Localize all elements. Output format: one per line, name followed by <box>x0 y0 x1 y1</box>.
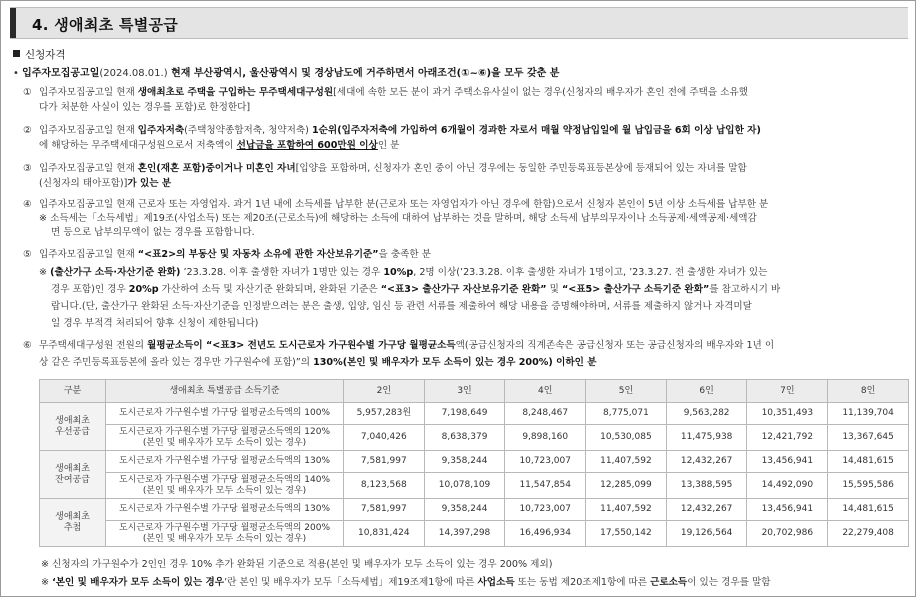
category-cell: 생애최초 잔여공급 <box>40 451 106 499</box>
table-header-row <box>40 380 909 403</box>
value-cell: 11,547,854 <box>505 473 586 499</box>
subsection-heading <box>13 47 66 62</box>
condition-5-note-4: 일 경우 부적격 처리되어 향후 신청이 제한됩니다) <box>51 318 259 329</box>
value-cell: 16,496,934 <box>505 521 586 547</box>
condition-1-line-2: 다가 처분한 사실이 있는 경우를 포함)로 한정한다] <box>39 102 251 113</box>
header-cell: 생애최초 특별공급 소득기준 <box>106 380 344 403</box>
condition-6-line-2: 상 같은 주민등록표등본에 올라 있는 경우만 가구원수에 포함)”의 130%(본인 및 배우자가 모두 소득이 있는 경우 200%) 이하인 분 <box>39 357 597 368</box>
value-cell: 10,351,493 <box>747 403 828 425</box>
value-cell: 10,078,109 <box>424 473 505 499</box>
value-cell: 14,481,615 <box>828 499 909 521</box>
value-cell: 13,456,941 <box>747 451 828 473</box>
value-cell: 9,358,244 <box>424 451 505 473</box>
footnote-1: ※ 신청자의 가구원수가 2인인 경우 10% 추가 완화된 기준으로 적용(본인 및 배우자가 모두 소득이 있는 경우 200% 제외) <box>41 559 553 570</box>
condition-number: ② <box>23 125 32 136</box>
header-cell: 3인 <box>424 380 505 403</box>
condition-5-line-1: 입주자모집공고일 현재 “<표2>의 부동산 및 자동차 소유에 관한 자산보유기준”을 충족한 분 <box>39 249 431 260</box>
condition-number: ⑥ <box>23 340 32 351</box>
value-cell: 14,481,615 <box>828 451 909 473</box>
value-cell: 20,702,986 <box>747 521 828 547</box>
value-cell: 11,139,704 <box>828 403 909 425</box>
value-cell: 7,581,997 <box>343 451 424 473</box>
header-cell: 5인 <box>586 380 667 403</box>
standard-cell: 도시근로자 가구원수별 가구당 월평균소득액의 130% <box>106 499 344 521</box>
condition-4-note-2: 면 등으로 납부의무액이 없는 경우를 포함합니다. <box>51 227 255 238</box>
condition-4-note-1: ※ 소득세는「소득세법」제19조(사업소득) 또는 제20조(근로소득)에 해당하는 소득에 대하여 납부하는 것을 말하며, 해당 소득세 납부의무자이나 소득공제·세액공제·세액감 <box>39 213 757 224</box>
value-cell: 12,285,099 <box>586 473 667 499</box>
value-cell: 11,475,938 <box>666 425 747 451</box>
standard-cell: 도시근로자 가구원수별 가구당 월평균소득액의 130% <box>106 451 344 473</box>
value-cell: 19,126,564 <box>666 521 747 547</box>
header-cell: 구분 <box>40 380 106 403</box>
table-row <box>40 451 909 473</box>
value-cell: 7,040,426 <box>343 425 424 451</box>
category-cell: 생애최초 우선공급 <box>40 403 106 451</box>
value-cell: 22,279,408 <box>828 521 909 547</box>
value-cell: 14,397,298 <box>424 521 505 547</box>
condition-4-line-1: 입주자모집공고일 현재 근로자 또는 자영업자. 과거 1년 내에 소득세를 납부한 분(근로자 또는 자영업자가 아닌 경우에 한함)으로서 신청자 본인이 5년 이상 소득세를 납부한 분 <box>39 199 769 210</box>
value-cell: 12,432,267 <box>666 451 747 473</box>
header-cell: 2인 <box>343 380 424 403</box>
value-cell: 7,581,997 <box>343 499 424 521</box>
header-cell: 6인 <box>666 380 747 403</box>
condition-3-line-2: (신청자의 태아포함)]가 있는 분 <box>39 178 172 189</box>
condition-3-line-1: 입주자모집공고일 현재 혼인(재혼 포함)중이거나 미혼인 자녀[입양을 포함하며, 신청자가 혼인 중이 아닌 경우에는 동일한 주민등록표등본상에 등재되어 있는 자녀를 말함 <box>39 163 747 174</box>
value-cell: 8,775,071 <box>586 403 667 425</box>
table-row <box>40 425 909 451</box>
value-cell: 13,388,595 <box>666 473 747 499</box>
standard-cell: 도시근로자 가구원수별 가구당 월평균소득액의 140% (본인 및 배우자가 모두 소득이 있는 경우) <box>106 473 344 499</box>
value-cell: 14,492,090 <box>747 473 828 499</box>
condition-2-line-1: 입주자모집공고일 현재 입주자저축(주택청약종합저축, 청약저축) 1순위(입주자저축에 가입하여 6개월이 경과한 자로서 매월 약정납입일에 월 납입금을 6회 이상 납입한 자) <box>39 125 761 136</box>
value-cell: 10,831,424 <box>343 521 424 547</box>
value-cell: 7,198,649 <box>424 403 505 425</box>
table-row <box>40 473 909 499</box>
value-cell: 13,456,941 <box>747 499 828 521</box>
value-cell: 9,358,244 <box>424 499 505 521</box>
table-row <box>40 499 909 521</box>
value-cell: 12,432,267 <box>666 499 747 521</box>
standard-cell: 도시근로자 가구원수별 가구당 월평균소득액의 100% <box>106 403 344 425</box>
condition-5-note-3: 랍니다.(단, 출산가구 완화된 소득·자산기준을 인정받으려는 분은 출생, 입양, 임신 등 관련 서류를 제출하여 해당 내용을 증명해야하며, 서류를 제출하지 않거나 자격미달 <box>51 301 752 312</box>
lead-line: • 입주자모집공고일(2024.08.01.) 현재 부산광역시, 울산광역시 및 경상남도에 거주하면서 아래조건(①~⑥)을 모두 갖춘 분 <box>13 68 560 79</box>
condition-5-note-1: ※ (출산가구 소득·자산기준 완화) ’23.3.28. 이후 출생한 자녀가 1명만 있는 경우 10%p, 2명 이상(’23.3.28. 이후 출생한 자녀가 1명이고, ’23.3.27. 전 출생한 자녀가 있는 <box>39 267 768 278</box>
value-cell: 8,248,467 <box>505 403 586 425</box>
value-cell: 5,957,283원 <box>343 403 424 425</box>
value-cell: 11,407,592 <box>586 499 667 521</box>
value-cell: 11,407,592 <box>586 451 667 473</box>
subsection-label: 신청자격 <box>25 49 66 61</box>
condition-6-line-1: 무주택세대구성원 전원의 월평균소득이 “<표3> 전년도 도시근로자 가구원수별 가구당 월평균소득액(공급신청자의 직계존속은 공급신청자 또는 공급신청자의 배우자와 1년 이 <box>39 340 775 351</box>
header-cell: 4인 <box>505 380 586 403</box>
value-cell: 17,550,142 <box>586 521 667 547</box>
footnote-2: ※ ‘본인 및 배우자가 모두 소득이 있는 경우’란 본인 및 배우자가 모두「소득세법」제19조제1항에 따른 사업소득 또는 동법 제20조제1항에 따른 근로소득이 있는 경우를 말함 <box>41 577 771 588</box>
condition-2-line-2: 에 해당하는 무주택세대구성원으로서 저축액이 선납금을 포함하여 600만원 이상인 분 <box>39 140 400 151</box>
square-bullet-icon <box>13 50 20 57</box>
condition-number: ① <box>23 87 32 98</box>
value-cell: 10,723,007 <box>505 451 586 473</box>
header-cell: 7인 <box>747 380 828 403</box>
header-cell: 8인 <box>828 380 909 403</box>
value-cell: 8,638,379 <box>424 425 505 451</box>
value-cell: 9,898,160 <box>505 425 586 451</box>
value-cell: 10,530,085 <box>586 425 667 451</box>
condition-5-note-2: 경우 포함)인 경우 20%p 가산하여 소득 및 자산기준 완화되며, 완화된 기준은 “<표3> 출산가구 자산보유기준 완화” 및 “<표5> 출산가구 소득기준 완화”를 참고하시기 바 <box>51 284 781 295</box>
table-row <box>40 521 909 547</box>
value-cell: 13,367,645 <box>828 425 909 451</box>
standard-cell: 도시근로자 가구원수별 가구당 월평균소득액의 120% (본인 및 배우자가 모두 소득이 있는 경우) <box>106 425 344 451</box>
condition-number: ⑤ <box>23 249 32 260</box>
income-criteria-table <box>39 379 909 547</box>
value-cell: 10,723,007 <box>505 499 586 521</box>
section-title: 4. 생애최초 특별공급 <box>32 16 179 34</box>
value-cell: 8,123,568 <box>343 473 424 499</box>
table-row <box>40 403 909 425</box>
condition-number: ④ <box>23 199 32 210</box>
condition-number: ③ <box>23 163 32 174</box>
title-accent-mark <box>10 8 16 38</box>
condition-1-line-1: 입주자모집공고일 현재 생애최초로 주택을 구입하는 무주택세대구성원[세대에 속한 모든 분이 과거 주택소유사실이 없는 경우(신청자의 배우자가 혼인 전에 주택을 소유했 <box>39 87 748 98</box>
category-cell: 생애최초 추첨 <box>40 499 106 547</box>
section-title-bar <box>10 7 908 39</box>
bullet-dot-icon: • <box>13 68 23 79</box>
value-cell: 15,595,586 <box>828 473 909 499</box>
value-cell: 9,563,282 <box>666 403 747 425</box>
standard-cell: 도시근로자 가구원수별 가구당 월평균소득액의 200% (본인 및 배우자가 모두 소득이 있는 경우) <box>106 521 344 547</box>
value-cell: 12,421,792 <box>747 425 828 451</box>
